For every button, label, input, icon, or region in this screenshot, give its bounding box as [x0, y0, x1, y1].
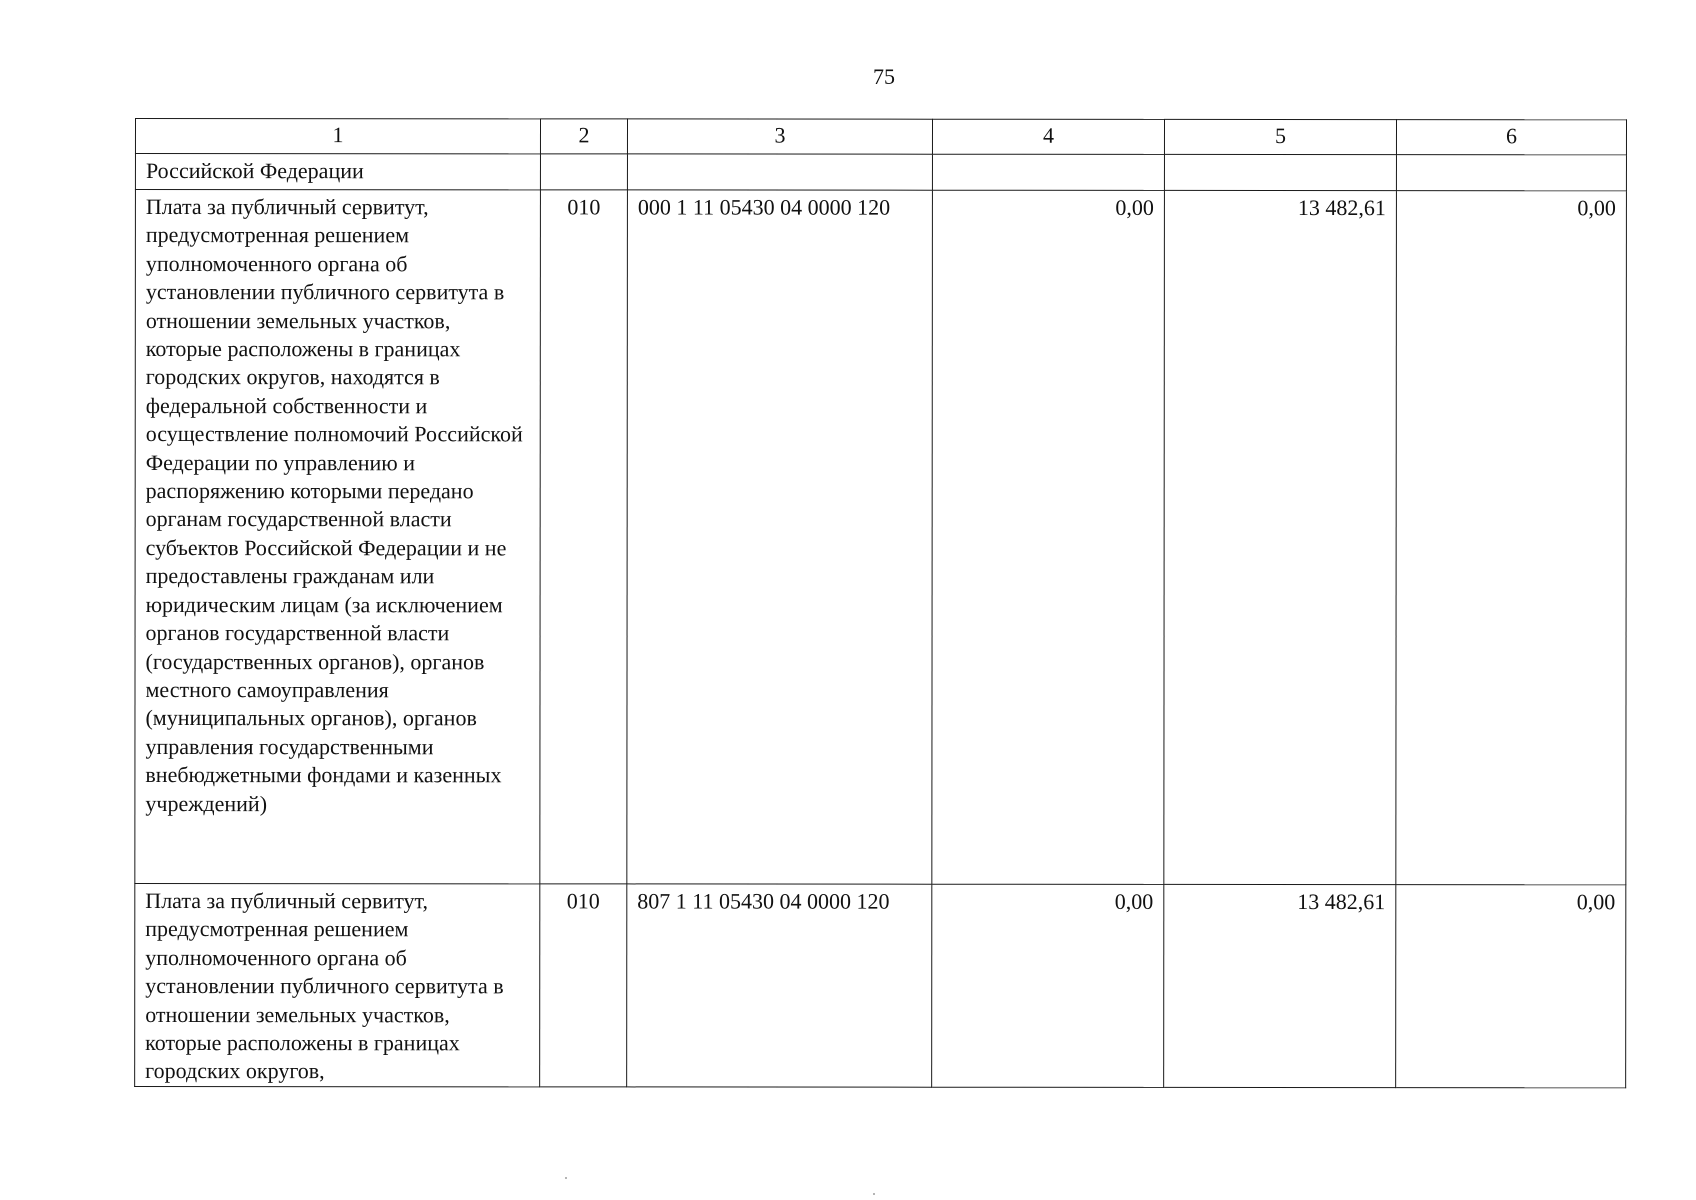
amount-col4: 0,00 [932, 884, 1164, 1087]
amount-col4: 0,00 [932, 190, 1165, 884]
amount-col6: 0,00 [1396, 191, 1627, 885]
scan-speck [873, 1193, 875, 1195]
table-header-row [135, 119, 1626, 155]
item-name: Плата за публичный сервитут, предусмотренная решением уполномоченного органа об установлении публичного сервитута в отношении земельных участков, которые расположены в границах городских округов, [135, 884, 540, 1087]
admin-code: 010 [540, 190, 628, 884]
amount-col6 [1396, 155, 1626, 191]
header-cell: 5 [1164, 119, 1396, 154]
amount-col4 [932, 154, 1164, 190]
table-row [135, 884, 1626, 1088]
budget-classification-code [627, 154, 932, 190]
scan-speck [565, 1177, 567, 1179]
admin-code: 010 [540, 884, 627, 1087]
amount-col6: 0,00 [1396, 885, 1626, 1088]
amount-col5 [1164, 154, 1396, 190]
header-cell: 3 [627, 119, 932, 154]
amount-col5: 13 482,61 [1164, 884, 1396, 1087]
header-cell: 2 [540, 119, 627, 154]
table-row [135, 190, 1627, 885]
header-cell: 4 [932, 119, 1164, 154]
page-number: 75 [873, 64, 895, 89]
header-cell: 1 [135, 119, 540, 154]
budget-table [134, 118, 1627, 1088]
budget-classification-code: 807 1 11 05430 04 0000 120 [627, 884, 932, 1087]
item-name: Плата за публичный сервитут, предусмотренная решением уполномоченного органа об установлении публичного сервитута в отношении земельных участков, которые расположены в границах городских округов, находятся в федеральной собственности и осуществление полномочий Российской Федерации по управлению и распоряжению которыми передано органам государственной власти субъектов Российской Федерации и не предоставлены гражданам или юридическим лицам (за исключением органов государственной власти (государственных органов), органов местного самоуправления (муниципальных органов), органов управления государственными внебюджетными фондами и казенных учреждений) [135, 190, 541, 884]
admin-code [540, 154, 627, 190]
item-name: Российской Федерации [135, 154, 540, 190]
table-row [135, 154, 1626, 191]
header-cell: 6 [1396, 120, 1626, 155]
budget-classification-code: 000 1 11 05430 04 0000 120 [627, 190, 933, 884]
amount-col5: 13 482,61 [1164, 190, 1397, 884]
